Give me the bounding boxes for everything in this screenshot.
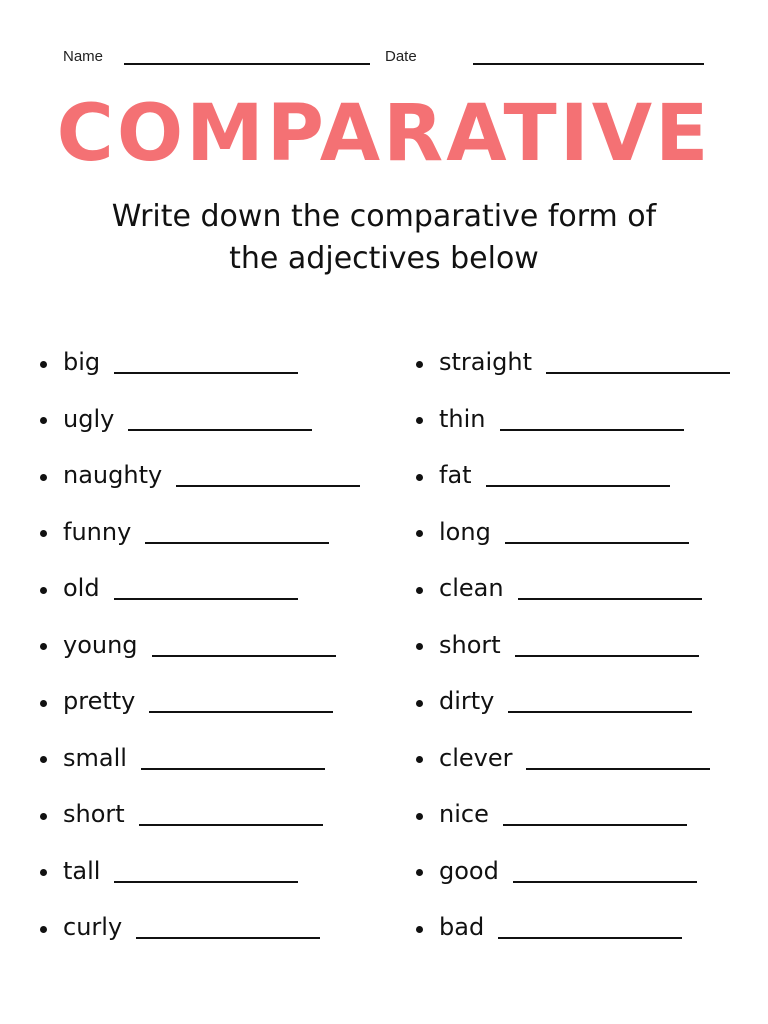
answer-blank[interactable]	[149, 711, 333, 713]
adjective: pretty	[63, 687, 136, 716]
adjective: straight	[439, 348, 533, 377]
date-field[interactable]	[473, 63, 704, 65]
bullet-icon	[416, 756, 423, 763]
list-item	[40, 504, 380, 561]
adjective: young	[63, 630, 138, 659]
answer-blank[interactable]	[526, 768, 710, 770]
list-item	[40, 673, 380, 730]
bullet-icon	[416, 417, 423, 424]
answer-blank[interactable]	[136, 937, 320, 939]
bullet-icon	[416, 813, 423, 820]
answer-blank[interactable]	[515, 655, 699, 657]
bullet-icon	[416, 530, 423, 537]
adjective: short	[439, 630, 501, 659]
adjective: naughty	[63, 461, 163, 490]
list-item	[416, 730, 756, 787]
answer-blank[interactable]	[141, 768, 325, 770]
bullet-icon	[40, 926, 47, 933]
list-item	[416, 899, 756, 956]
bullet-icon	[416, 361, 423, 368]
list-item	[40, 730, 380, 787]
adjective: short	[63, 800, 125, 829]
list-item	[416, 447, 756, 504]
answer-blank[interactable]	[498, 937, 682, 939]
name-field[interactable]	[124, 63, 370, 65]
page-title: COMPARATIVE	[56, 89, 712, 179]
answer-blank[interactable]	[505, 542, 689, 544]
bullet-icon	[40, 643, 47, 650]
list-item	[416, 617, 756, 674]
list-item	[40, 334, 380, 391]
answer-blank[interactable]	[503, 824, 687, 826]
bullet-icon	[40, 530, 47, 537]
adjective: old	[63, 574, 100, 603]
adjective: nice	[439, 800, 489, 829]
list-item	[40, 391, 380, 448]
answer-blank[interactable]	[486, 485, 670, 487]
adjective: small	[63, 743, 127, 772]
left-word-list	[40, 334, 380, 956]
adjective: dirty	[439, 687, 495, 716]
answer-blank[interactable]	[139, 824, 323, 826]
answer-blank[interactable]	[546, 372, 730, 374]
date-label: Date	[385, 48, 417, 65]
bullet-icon	[40, 756, 47, 763]
answer-blank[interactable]	[500, 429, 684, 431]
right-word-list	[416, 334, 756, 956]
instructions-line-2: the adjectives below	[229, 241, 539, 276]
adjective: curly	[63, 913, 123, 942]
bullet-icon	[40, 417, 47, 424]
answer-blank[interactable]	[114, 372, 298, 374]
list-item	[416, 334, 756, 391]
adjective: funny	[63, 517, 132, 546]
bullet-icon	[40, 587, 47, 594]
bullet-icon	[40, 869, 47, 876]
bullet-icon	[40, 813, 47, 820]
bullet-icon	[416, 700, 423, 707]
answer-blank[interactable]	[152, 655, 336, 657]
instructions	[0, 196, 768, 280]
adjective: bad	[439, 913, 485, 942]
answer-blank[interactable]	[114, 881, 298, 883]
adjective: fat	[439, 461, 472, 490]
bullet-icon	[40, 361, 47, 368]
bullet-icon	[416, 869, 423, 876]
list-item	[416, 673, 756, 730]
bullet-icon	[416, 643, 423, 650]
answer-blank[interactable]	[128, 429, 312, 431]
list-item	[40, 447, 380, 504]
answer-blank[interactable]	[114, 598, 298, 600]
list-item	[416, 560, 756, 617]
instructions-line-1: Write down the comparative form of	[111, 199, 657, 234]
bullet-icon	[40, 700, 47, 707]
adjective: big	[63, 348, 101, 377]
adjective: long	[439, 517, 491, 546]
list-item	[416, 504, 756, 561]
answer-blank[interactable]	[176, 485, 360, 487]
adjective: clever	[439, 743, 513, 772]
list-item	[40, 617, 380, 674]
adjective: clean	[439, 574, 504, 603]
list-item	[416, 843, 756, 900]
list-item	[40, 786, 380, 843]
name-label: Name	[63, 48, 104, 65]
adjective: ugly	[63, 404, 115, 433]
adjective: good	[439, 856, 499, 885]
header-fields	[0, 46, 768, 70]
answer-blank[interactable]	[508, 711, 692, 713]
answer-blank[interactable]	[145, 542, 329, 544]
list-item	[40, 899, 380, 956]
bullet-icon	[40, 474, 47, 481]
list-item	[40, 843, 380, 900]
bullet-icon	[416, 474, 423, 481]
list-item	[416, 786, 756, 843]
list-item	[416, 391, 756, 448]
bullet-icon	[416, 926, 423, 933]
list-item	[40, 560, 380, 617]
adjective: tall	[63, 856, 101, 885]
answer-blank[interactable]	[513, 881, 697, 883]
adjective: thin	[439, 404, 486, 433]
answer-blank[interactable]	[518, 598, 702, 600]
bullet-icon	[416, 587, 423, 594]
